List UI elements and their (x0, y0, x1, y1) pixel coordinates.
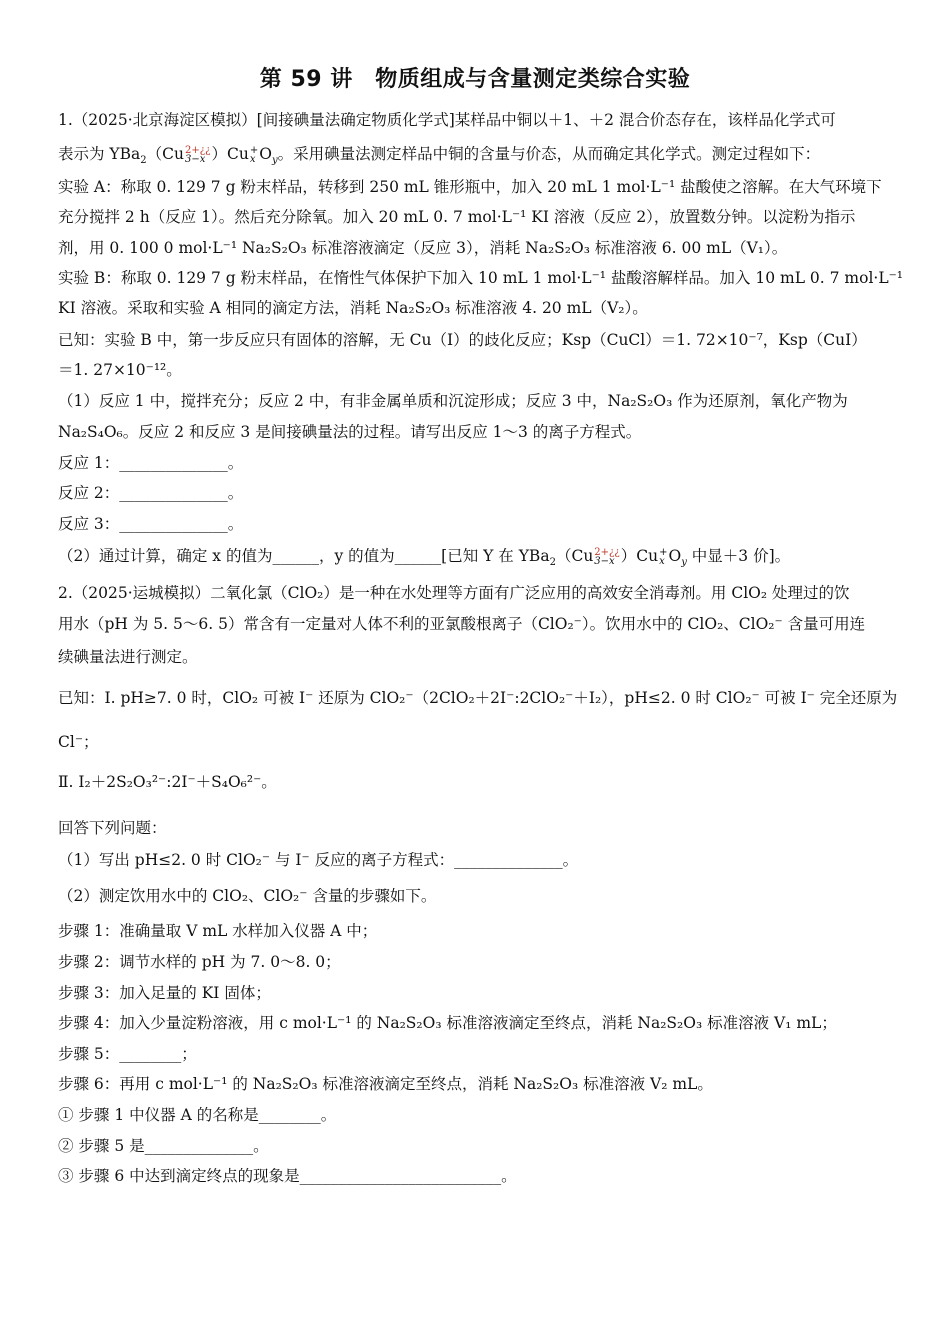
q1-part2-cu2: ）Cu (620, 547, 659, 565)
q1-formula-o: O (259, 145, 272, 163)
q2-part1-blank[interactable]: （1）写出 pH≤2. 0 时 ClO₂⁻ 与 I⁻ 反应的离子方程式：______________。 (58, 851, 579, 869)
q2-known-line-3: Ⅱ. I₂＋2S₂O₃²⁻:2I⁻＋S₄O₆²⁻。 (58, 773, 277, 791)
q1-intro-rest: 。采用碘量法测定样品中铜的含量与价态，从而确定其化学式。测定过程如下： (277, 145, 821, 163)
q1-known-line-1: 已知：实验 B 中，第一步反应只有固体的溶解，无 Cu（Ⅰ）的歧化反应；Ksp（CuCl）＝1. 72×10⁻⁷，Ksp（CuI） (58, 331, 867, 349)
q1-stack1-top: 2+¿¿ (185, 145, 211, 156)
q1-part2-stack-2 (659, 548, 667, 566)
q1-exp-b-line-1: 实验 B：称取 0. 129 7 g 粉末样品，在惰性气体保护下加入 10 mL 1 mol·L⁻¹ 盐酸溶解样品。加入 10 mL 0. 7 mol·L⁻¹ (58, 269, 904, 287)
q1-part1-line-2: Na₂S₄O₆。反应 2 和反应 3 是间接碘量法的过程。请写出反应 1～3 的离子方程式。 (58, 423, 642, 441)
q2-sub-question-3[interactable]: ③ 步骤 6 中达到滴定终点的现象是__________________________。 (58, 1167, 517, 1185)
q1-formula-cu1: （Cu (146, 145, 185, 163)
q1-part2-text: （2）通过计算，确定 x 的值为______，y 的值为______[已知 Y 在 YBa (58, 547, 550, 565)
q1-part2-o: O (668, 547, 682, 565)
q2-step-4: 步骤 4：加入少量淀粉溶液，用 c mol·L⁻¹ 的 Na₂S₂O₃ 标准溶液滴定至终点，消耗 Na₂S₂O₃ 标准溶液 V₁ mL； (58, 1014, 837, 1032)
q1-formula-stack-1 (185, 146, 210, 164)
q1-part2-stack1-top: 2+¿¿ (594, 547, 620, 558)
page-title: 第 59 讲 物质组成与含量测定类综合实验 (259, 67, 691, 92)
q1-exp-a-line-2: 充分搅拌 2 h（反应 1）。然后充分除氧。加入 20 mL 0. 7 mol·L⁻¹ KI 溶液（反应 2），放置数分钟。以淀粉为指示 (58, 208, 856, 226)
q1-formula-prefix: 表示为 YBa (58, 145, 141, 163)
q2-known-line-2: Cl⁻； (58, 733, 99, 751)
q1-intro-line-2: 表示为 YBa$_2$（Cu 2+¿¿ 3−x ）Cu + x $O_y$。采用碘量法测定样品中铜的含量与价态，从而确定其化学式。测定过程如下： (58, 145, 821, 167)
q1-reaction-1-blank[interactable]: 反应 1：______________。 (58, 454, 244, 472)
q1-part2-rest: 中显＋3 价]。 (686, 547, 791, 565)
q1-exp-a-line-3: 剂，用 0. 100 0 mol·L⁻¹ Na₂S₂O₃ 标准溶液滴定（反应 3），消耗 Na₂S₂O₃ 标准溶液 6. 00 mL（V₁）。 (58, 239, 788, 257)
q1-reaction-3-blank[interactable]: 反应 3：______________。 (58, 515, 244, 533)
q2-part2-intro: （2）测定饮用水中的 ClO₂、ClO₂⁻ 含量的步骤如下。 (58, 887, 437, 905)
q2-step-5-blank[interactable]: 步骤 5：________； (58, 1045, 197, 1063)
q2-intro-line-1: 2.（2025·运城模拟）二氧化氯（ClO₂）是一种在水处理等方面有广泛应用的高效安全消毒剂。用 ClO₂ 处理过的饮 (58, 584, 850, 602)
q2-intro-line-2: 用水（pH 为 5. 5～6. 5）常含有一定量对人体不利的亚氯酸根离子（ClO₂⁻）。饮用水中的 ClO₂、ClO₂⁻ 含量可用连 (58, 615, 866, 633)
q1-intro-line-1: 1.（2025·北京海淀区模拟）[间接碘量法确定物质化学式]某样品中铜以＋1、＋2 混合价态存在，该样品化学式可 (58, 111, 836, 129)
q2-step-1: 步骤 1：准确量取 V mL 水样加入仪器 A 中； (58, 922, 378, 940)
q1-part2-stack2-bottom: x (659, 556, 665, 567)
q1-part2-line[interactable]: （2）通过计算，确定 x 的值为______，y 的值为______[已知 Y 在 YBa$_2$（Cu 2+¿¿ 3−x ）Cu + x $O_y$ 中显＋3 价]。 (58, 547, 791, 569)
q1-part2-stack-1 (594, 548, 619, 566)
q1-reaction-2-blank[interactable]: 反应 2：______________。 (58, 484, 244, 502)
q1-formula-cu2: ）Cu (211, 145, 249, 163)
q1-exp-a-line-1: 实验 A：称取 0. 129 7 g 粉末样品，转移到 250 mL 锥形瓶中，加入 20 mL 1 mol·L⁻¹ 盐酸使之溶解。在大气环境下 (58, 178, 882, 196)
q1-part2-stack1-bottom: 3−x (594, 556, 615, 567)
q1-stack2-top: + (249, 145, 259, 156)
q1-formula-stack-2 (250, 146, 258, 164)
q1-part2-cu1: （Cu (555, 547, 594, 565)
q2-step-6: 步骤 6：再用 c mol·L⁻¹ 的 Na₂S₂O₃ 标准溶液滴定至终点，消耗 Na₂S₂O₃ 标准溶液 V₂ mL。 (58, 1075, 713, 1093)
q2-sub-question-2[interactable]: ② 步骤 5 是______________。 (58, 1137, 269, 1155)
q1-stack2-bottom: x (249, 154, 256, 165)
q1-part2-stack2-top: + (659, 547, 668, 558)
q2-step-3: 步骤 3：加入足量的 KI 固体； (58, 984, 271, 1002)
q2-answer-prompt: 回答下列问题： (58, 819, 167, 837)
q1-part1-line-1: （1）反应 1 中，搅拌充分；反应 2 中，有非金属单质和沉淀形成；反应 3 中，Na₂S₂O₃ 作为还原剂，氧化产物为 (58, 392, 848, 410)
q1-stack1-bottom: 3−x (185, 154, 206, 165)
q1-known-line-2: ＝1. 27×10⁻¹²。 (58, 361, 182, 379)
q1-exp-b-line-2: KI 溶液。采取和实验 A 相同的滴定方法，消耗 Na₂S₂O₃ 标准溶液 4. 20 mL（V₂）。 (58, 299, 648, 317)
q2-step-2: 步骤 2：调节水样的 pH 为 7. 0～8. 0； (58, 953, 341, 971)
q2-intro-line-3: 续碘量法进行测定。 (58, 648, 198, 666)
q2-sub-question-1[interactable]: ① 步骤 1 中仪器 A 的名称是________。 (58, 1106, 337, 1124)
q2-known-line-1: 已知：Ⅰ. pH≥7. 0 时，ClO₂ 可被 I⁻ 还原为 ClO₂⁻（2ClO₂＋2I⁻:2ClO₂⁻＋I₂），pH≤2. 0 时 ClO₂⁻ 可被 I⁻ 完全还原为 (58, 689, 898, 707)
